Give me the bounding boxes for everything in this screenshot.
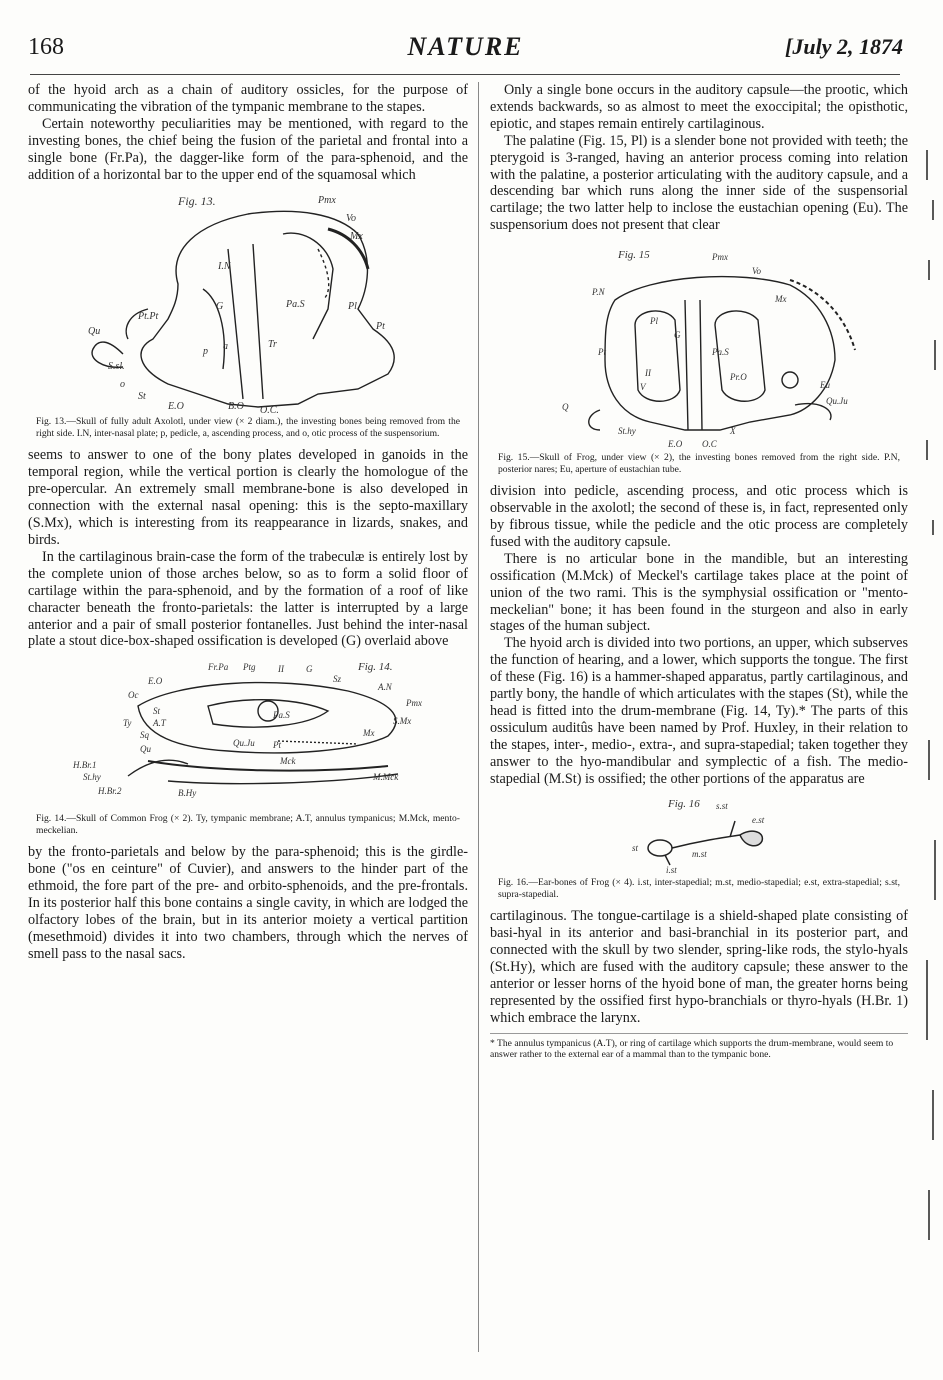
fig15-label-oc: O.C [702, 439, 717, 450]
fig14-label-quju: Qu.Ju [233, 738, 255, 749]
fig13-label-o: o [120, 379, 125, 391]
right-paragraph-3: division into pedicle, ascending process, and otic process which is observable in the axolotl; the second of these is, in fact, represented only by fibrous tissue, while the pedicle and the otic process are completely fused with the auditory capsule. [490, 483, 908, 550]
frog-skull-side-drawing [28, 656, 468, 811]
fig16-label-ist: i.st [666, 865, 677, 876]
right-paragraph-2: The palatine (Fig. 15, Pl) is a slender bone not provided with teeth; the pterygoid is 3-ranged, having an anterior process coming into relation with the palatine, a posterior articulating with the auditory capsule, and a descending bar which runs along the inner side of the suspensorial cartilage; the two latter help to inclose the eustachian opening (Eu). The suspensorium does not present that clear [490, 132, 908, 234]
fig14-label-ii: II [278, 664, 284, 675]
issue-date: [July 2, 1874 [785, 34, 903, 59]
left-paragraph-5: by the fronto-parietals and below by the para-sphenoid; this is the girdle-bone ("os en ceinture" of Cuvier), and answers to the hinder part of the ethmoid, the fore part of the pre- and orbito-sphenoids, and the pre-frontals. In its posterior half this bone contains a single cavity, in which are lodged the olfactory lobes of the brain, but in its anterior moiety a vertical partition (mesethmoid) divides it into two chambers, through which the nerves of smell pass to the nasal sacs. [28, 844, 468, 962]
fig14-label-ty: Ty [123, 718, 132, 729]
fig15-label-quju: Qu.Ju [826, 396, 848, 407]
fig14-label-sz: Sz [333, 674, 342, 685]
fig13-label-vo: Vo [346, 213, 356, 225]
fig14-label-oc: Oc [128, 690, 139, 701]
fig14-label-mmck: M.Mck [373, 772, 399, 783]
fig14-label-mck: Mck [280, 756, 296, 767]
running-header [28, 30, 903, 70]
fig15-label-pro: Pr.O [730, 372, 747, 383]
figure-16 [490, 793, 908, 900]
fig15-label-pn: P.N [592, 287, 605, 298]
fig14-label-eo: E.O [148, 676, 163, 687]
fig13-label-pt: Pt [376, 321, 385, 333]
fig13-title: Fig. 13. [178, 194, 216, 209]
fig15-label-pmx: Pmx [712, 252, 728, 263]
fig15-label-x: X [730, 426, 736, 437]
page-number: 168 [28, 34, 64, 60]
fig16-title: Fig. 16 [668, 798, 700, 811]
fig13-label-st: St [138, 391, 146, 403]
fig16-label-est: e.st [752, 815, 765, 826]
figure-15 [490, 240, 908, 475]
fig15-label-eu: Eu [820, 380, 830, 391]
right-paragraph-4: There is no articular bone in the mandible, but an interesting ossification (M.Mck) of Meckel's cartilage takes place at the point of union of the two rami. This is the symphysial ossification or "mento-meckelian" bone; it has been found in the sturgeon and also in early stages of the human subject. [490, 550, 908, 635]
fig13-label-pl: Pl [348, 301, 357, 313]
figure-13 [28, 189, 468, 439]
fig13-label-a: a [223, 341, 228, 353]
fig13-label-eo: E.O [168, 401, 184, 413]
fig13-label-bo: B.O [228, 401, 244, 413]
left-paragraph-1: of the hyoid arch as a chain of auditory ossicles, for the purpose of communicating the vibration of the tympanic membrane to the stapes. [28, 82, 468, 115]
fig13-label-pas: Pa.S [286, 299, 305, 311]
fig14-label-hbr1: H.Br.1 [73, 760, 97, 771]
left-paragraph-4: In the cartilaginous brain-case the form of the trabeculæ is entirely lost by the complete union of those arches below, so as to form a solid floor of cartilage within the para-sphenoid, and by the formation of a roof of like character beneath the fronto-parietals: the latter is interrupted by a large anterior and a pair of small posterior fontanelles. Just behind the inter-nasal plate a stout dice-box-shaped ossification is developed (G) overlaid above [28, 548, 468, 650]
fig13-label-tr: Tr [268, 339, 277, 351]
fig16-label-mst: m.st [692, 849, 707, 860]
fig13-label-qu: Qu [88, 326, 101, 338]
fig15-title: Fig. 15 [618, 249, 650, 262]
fig14-label-bhy: B.Hy [178, 788, 197, 799]
fig13-label-pmx: Pmx [318, 195, 336, 207]
fig15-label-eo: E.O [668, 439, 683, 450]
fig14-label-mx: Mx [363, 728, 375, 739]
column-divider [478, 82, 479, 1352]
scan-edge-marks [921, 140, 943, 1280]
journal-title: NATURE [407, 32, 524, 61]
frog-ear-bones-drawing [490, 793, 908, 875]
fig14-label-hbr2: H.Br.2 [98, 786, 122, 797]
fig15-label-pl: Pl [650, 316, 658, 327]
right-paragraph-1: Only a single bone occurs in the auditory capsule—the prootic, which extends backwards, so as almost to meet the exoccipital; the opisthotic, epiotic, and stapes remain entirely cartilaginous. [490, 82, 908, 132]
fig15-label-q: Q [562, 402, 569, 413]
fig14-label-smx: S.Mx [393, 716, 412, 727]
fig16-label-st: st [632, 843, 639, 854]
fig14-label-frpa: Fr.Pa [208, 662, 229, 673]
figure-16-caption: Fig. 16.—Ear-bones of Frog (× 4). i.st, inter-stapedial; m.st, medio-stapedial; e.st, extra-stapedial; s.st, supra-stapedial. [498, 877, 900, 900]
fig13-label-mx: Mx [350, 231, 363, 243]
fig15-label-g: G [674, 330, 681, 341]
fig13-label-in: I.N [218, 261, 231, 273]
fig14-title: Fig. 14. [358, 661, 393, 674]
fig14-label-ptg: Ptg [243, 662, 256, 673]
right-paragraph-5: The hyoid arch is divided into two portions, an upper, which subserves the function of hearing, and a lower, which supports the tongue. The first of these (Fig. 16) is a hammer-shaped apparatus, partly cartilaginous, and partly bony, the handle of which articulates with the stapes (St), while the head is fitted into the drum-membrane (Fig. 14, Ty).* The parts of this ossiculum auditûs have been named by Prof. Huxley, in their relation to the stapes, inter-, medio-, extra-, and supra-stapedial; taken together they answer to the hyo-mandibular and symplectic of a fish. The medio-stapedial (M.St) is ossified; the other portions of the apparatus are [490, 635, 908, 787]
figure-14 [28, 656, 468, 836]
axolotl-skull-drawing [28, 189, 468, 414]
fig14-label-sq: Sq [140, 730, 149, 741]
fig13-label-g: G [216, 301, 224, 313]
fig15-label-vo: Vo [752, 266, 761, 277]
fig15-label-ii: II [645, 368, 651, 379]
fig15-label-sthy: St.hy [618, 426, 636, 437]
frog-skull-under-drawing [490, 240, 908, 450]
figure-14-caption: Fig. 14.—Skull of Common Frog (× 2). Ty, tympanic membrane; A.T, annulus tympanicus; M.Mck, mento-meckelian. [36, 813, 460, 836]
fig14-label-st: St [153, 706, 161, 717]
fig15-label-pas: Pa.S [712, 347, 729, 358]
figure-15-caption: Fig. 15.—Skull of Frog, under view (× 2), the investing bones removed from the right side. P.N, posterior nares; Eu, aperture of eustachian tube. [498, 452, 900, 475]
fig14-label-g: G [306, 664, 313, 675]
figure-13-caption: Fig. 13.—Skull of fully adult Axolotl, under view (× 2 diam.), the investing bones being removed from the right side. I.N, inter-nasal plate; p, pedicle, a, ascending process, and o, otic process of the suspensorium. [36, 416, 460, 439]
right-column [490, 82, 908, 1360]
fig14-label-qu: Qu [140, 744, 151, 755]
fig14-label-pt: Pt [273, 740, 281, 751]
right-paragraph-6: cartilaginous. The tongue-cartilage is a shield-shaped plate consisting of basi-hyal in its anterior and basi-branchial in its posterior part, and connected with the skull by two slender, spring-like rods, the stylo-hyals (St.Hy), which are fused with the auditory capsule; these answer to the anterior or lesser horns of the hyoid bone of man, the greater horns being represented by the ossified first hypo-branchials or thyro-hyals (H.Br. 1) which embrace the larynx. [490, 908, 908, 1026]
fig13-label-p: p [203, 346, 208, 358]
fig14-label-pmx: Pmx [406, 698, 422, 709]
fig14-label-at: A.T [153, 718, 166, 729]
fig15-label-mx: Mx [775, 294, 787, 305]
header-rule [30, 74, 900, 75]
fig16-label-sst: s.st [716, 801, 728, 812]
fig15-label-pt: Pt [598, 347, 606, 358]
fig13-label-ssl: S.sl. [108, 361, 125, 373]
left-paragraph-3: seems to answer to one of the bony plates developed in ganoids in the temporal region, while the vertical portion is clearly the homologue of the pre-opercular. An extremely small membrane-bone is also developed in connection with the external nasal opening: this is the septo-maxillary (S.Mx), which is interesting from its reappearance in lizards, snakes, and birds. [28, 447, 468, 548]
fig14-label-sthy: St.hy [83, 772, 101, 783]
fig14-label-an: A.N [378, 682, 392, 693]
left-paragraph-2: Certain noteworthy peculiarities may be mentioned, with regard to the investing bones, the chief being the fusion of the parietal and frontal into a single bone (Fr.Pa), the dagger-like form of the para-sphenoid, and the addition of a horizontal bar to the upper end of the squamosal which [28, 115, 468, 183]
fig13-label-oc: O.C. [260, 405, 279, 415]
footnote: * The annulus tympanicus (A.T), or ring of cartilage which supports the drum-membrane, would seem to answer rather to the external ear of a mammal than to the tympanic bone. [490, 1033, 908, 1061]
left-column [28, 82, 468, 1360]
fig15-label-v: V [640, 382, 646, 393]
fig14-label-pas: Pa.S [273, 710, 290, 721]
fig13-label-ptpt: Pt.Pt [138, 311, 159, 323]
